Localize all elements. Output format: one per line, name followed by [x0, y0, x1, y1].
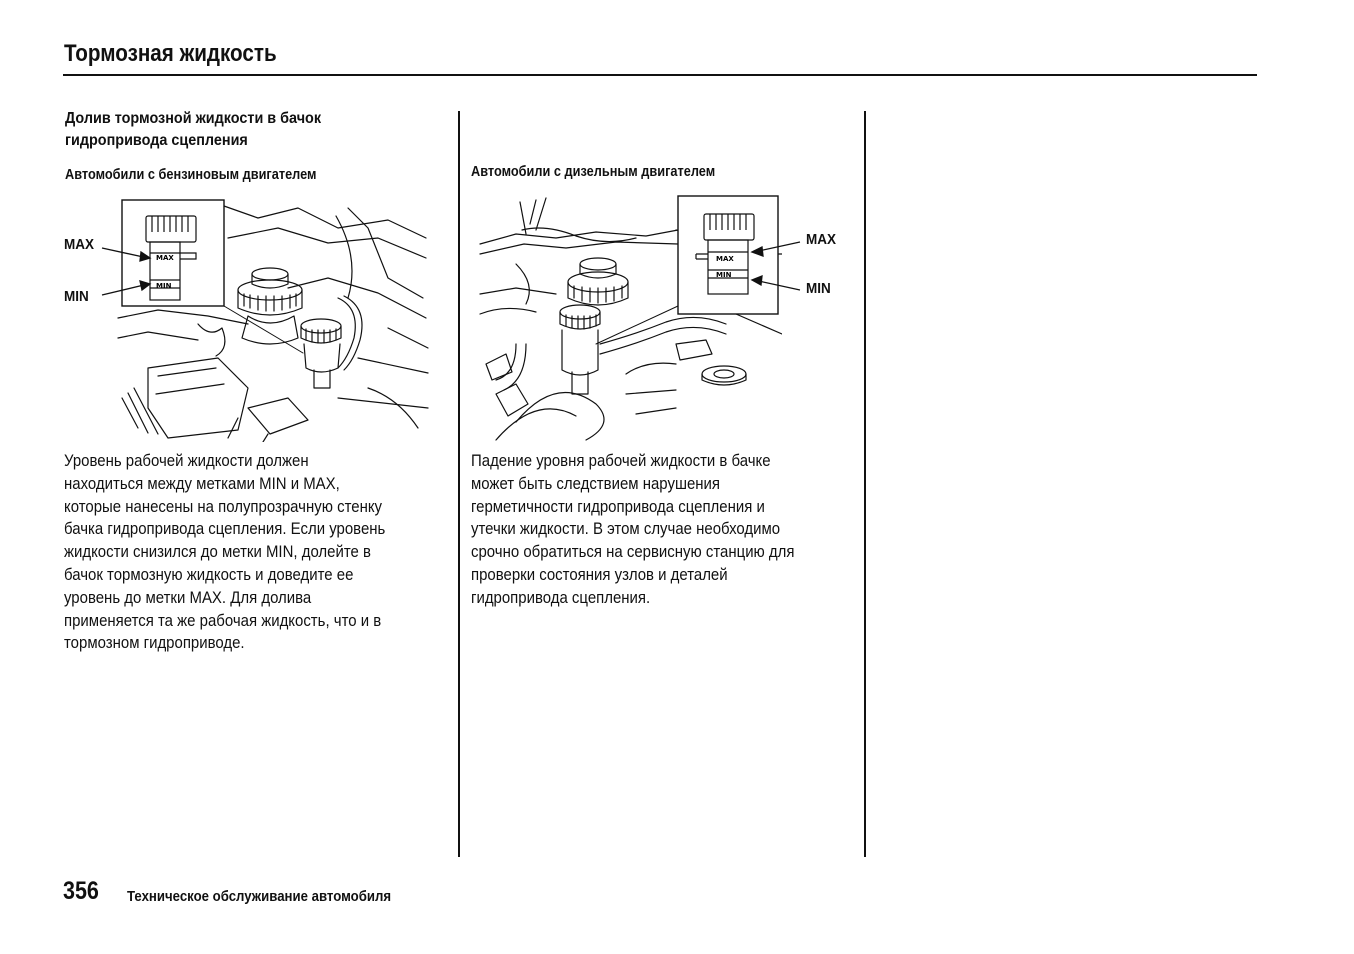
- title-divider: [63, 74, 1257, 76]
- body-line: проверки состояния узлов и деталей: [471, 564, 728, 584]
- body-line: уровень до метки MAX. Для долива: [64, 587, 312, 607]
- inset-min-label-left: MIN: [156, 282, 172, 290]
- body-line: может быть следствием нарушения: [471, 473, 720, 493]
- column-divider-left: [458, 111, 460, 857]
- body-line: находиться между метками MIN и MAX,: [64, 473, 340, 493]
- section-heading: Долив тормозной жидкости в бачок гидропривода сцепления: [65, 110, 322, 149]
- callout-arrows-left: [98, 236, 158, 306]
- max-callout-left: MAX: [64, 236, 95, 253]
- callout-arrows-right: [740, 230, 804, 300]
- inset-min-label-right: MIN: [716, 271, 732, 279]
- body-line: тормозном гидроприводе.: [64, 633, 245, 653]
- inset-max-label-right: MAX: [716, 255, 734, 263]
- page-number: 356: [63, 877, 99, 905]
- min-callout-left: MIN: [64, 288, 89, 305]
- column-divider-right: [864, 111, 866, 857]
- body-line: которые нанесены на полупрозрачную стенку: [64, 496, 383, 516]
- subheading-diesel: Автомобили с дизельным двигателем: [471, 164, 716, 180]
- max-callout-right: MAX: [806, 231, 837, 248]
- body-line: утечки жидкости. В этом случае необходимо: [471, 519, 781, 539]
- body-line: применяется та же рабочая жидкость, что и в: [64, 610, 382, 630]
- body-text-left: [64, 450, 429, 655]
- inset-max-label-left: MAX: [156, 254, 174, 262]
- body-line: гидропривода сцепления.: [471, 587, 651, 607]
- body-text-right: [471, 450, 839, 610]
- body-line: Падение уровня рабочей жидкости в бачке: [471, 451, 771, 470]
- body-line: бачка гидропривода сцепления. Если уровень: [64, 519, 386, 539]
- body-line: бачок тормозную жидкость и доведите ее: [64, 564, 354, 584]
- subheading-petrol: Автомобили с бензиновым двигателем: [65, 167, 317, 183]
- diesel-engine-reservoir-illustration: [476, 194, 782, 442]
- footer-section-title: Техническое обслуживание автомобиля: [127, 888, 392, 905]
- min-callout-right: MIN: [806, 280, 831, 297]
- page-title: Тормозная жидкость: [64, 40, 277, 67]
- body-line: герметичности гидропривода сцепления и: [471, 496, 765, 516]
- body-line: срочно обратиться на сервисную станцию для: [471, 542, 795, 562]
- body-line: жидкости снизился до метки MIN, долейте в: [64, 542, 371, 562]
- body-line: Уровень рабочей жидкости должен: [64, 451, 309, 470]
- petrol-engine-reservoir-illustration: [98, 198, 430, 442]
